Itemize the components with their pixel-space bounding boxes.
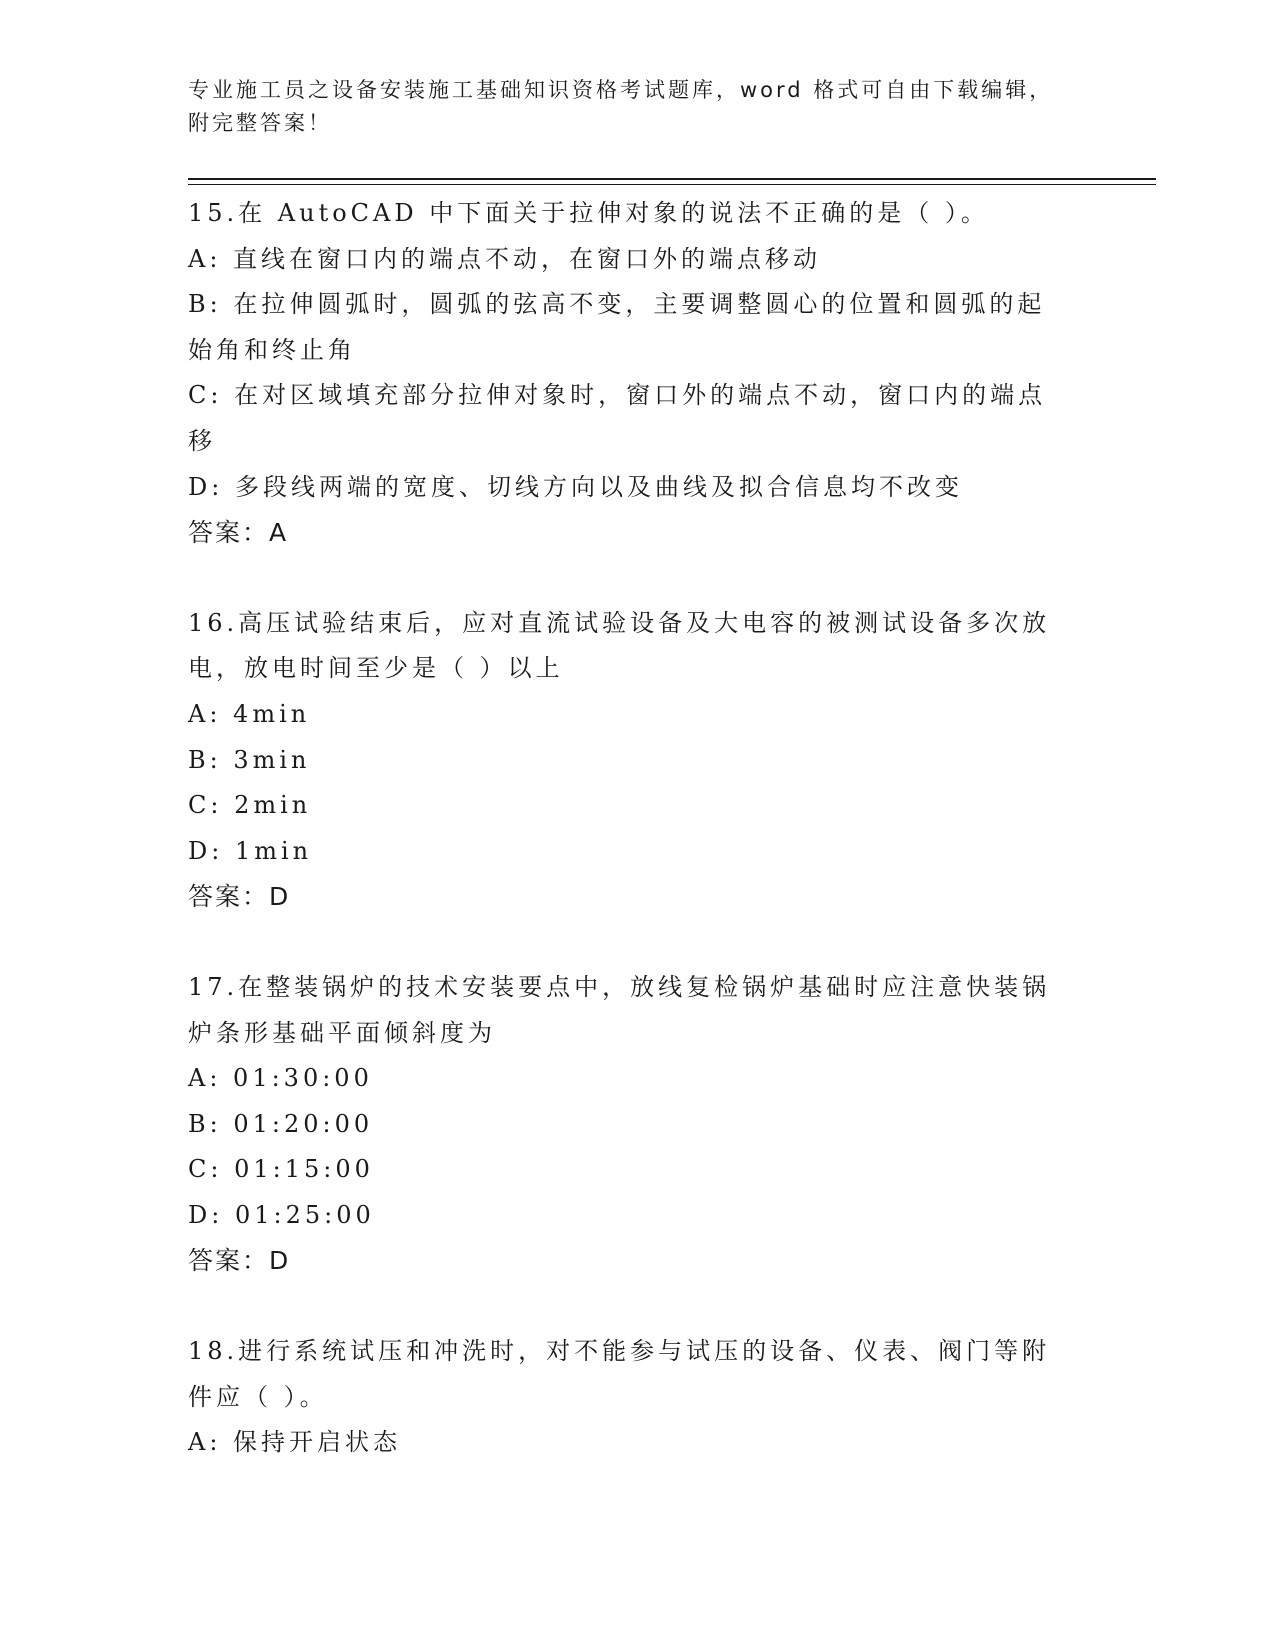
question-block: [188, 1329, 1088, 1466]
question-stem: 17.在整装锅炉的技术安装要点中，放线复检锅炉基础时应注意快装锅: [188, 972, 1051, 1001]
document-header: [188, 74, 1068, 140]
option-text: C: 01:15:00: [188, 1155, 374, 1184]
answer-label: 答案：D: [188, 1246, 291, 1276]
option-text: A: 4min: [188, 699, 311, 728]
answer-label: 答案：D: [188, 882, 291, 912]
option-text: D: 1min: [188, 836, 313, 865]
option-text: D: 多段线两端的宽度、切线方向以及曲线及拟合信息均不改变: [188, 472, 963, 501]
question-stem: 炉条形基础平面倾斜度为: [188, 1018, 496, 1047]
question-stem: 15.在 AutoCAD 中下面关于拉伸对象的说法不正确的是（ ）。: [188, 199, 989, 227]
option-text: C: 在对区域填充部分拉伸对象时，窗口外的端点不动，窗口内的端点: [188, 381, 1047, 410]
header-line-1: 专业施工员之设备安装施工基础知识资格考试题库，word 格式可自由下载编辑，: [188, 78, 1054, 102]
question-list: [188, 191, 1088, 1511]
header-line-2: 附完整答案！: [188, 111, 332, 135]
question-stem: 电，放电时间至少是（ ）以上: [188, 654, 564, 683]
option-text: C: 2min: [188, 791, 312, 820]
question-block: [188, 601, 1088, 920]
option-text: A: 直线在窗口内的端点不动，在窗口外的端点移动: [188, 244, 822, 273]
option-text: A: 01:30:00: [188, 1064, 373, 1093]
option-text: 始角和终止角: [188, 335, 356, 364]
option-text: B: 在拉伸圆弧时，圆弧的弦高不变，主要调整圆心的位置和圆弧的起: [188, 290, 1046, 319]
header-divider: [188, 178, 1156, 185]
option-text: B: 3min: [188, 745, 311, 774]
question-block: [188, 191, 1088, 556]
question-stem: 件应（ ）。: [188, 1382, 328, 1411]
question-stem: 16.高压试验结束后，应对直流试验设备及大电容的被测试设备多次放: [188, 608, 1051, 637]
option-text: 移: [188, 426, 216, 455]
option-text: B: 01:20:00: [188, 1109, 374, 1138]
question-stem: 18.进行系统试压和冲洗时，对不能参与试压的设备、仪表、阀门等附: [188, 1337, 1051, 1366]
answer-label: 答案：A: [188, 518, 289, 548]
option-text: D: 01:25:00: [188, 1200, 375, 1229]
option-text: A: 保持开启状态: [188, 1428, 402, 1457]
question-block: [188, 965, 1088, 1284]
